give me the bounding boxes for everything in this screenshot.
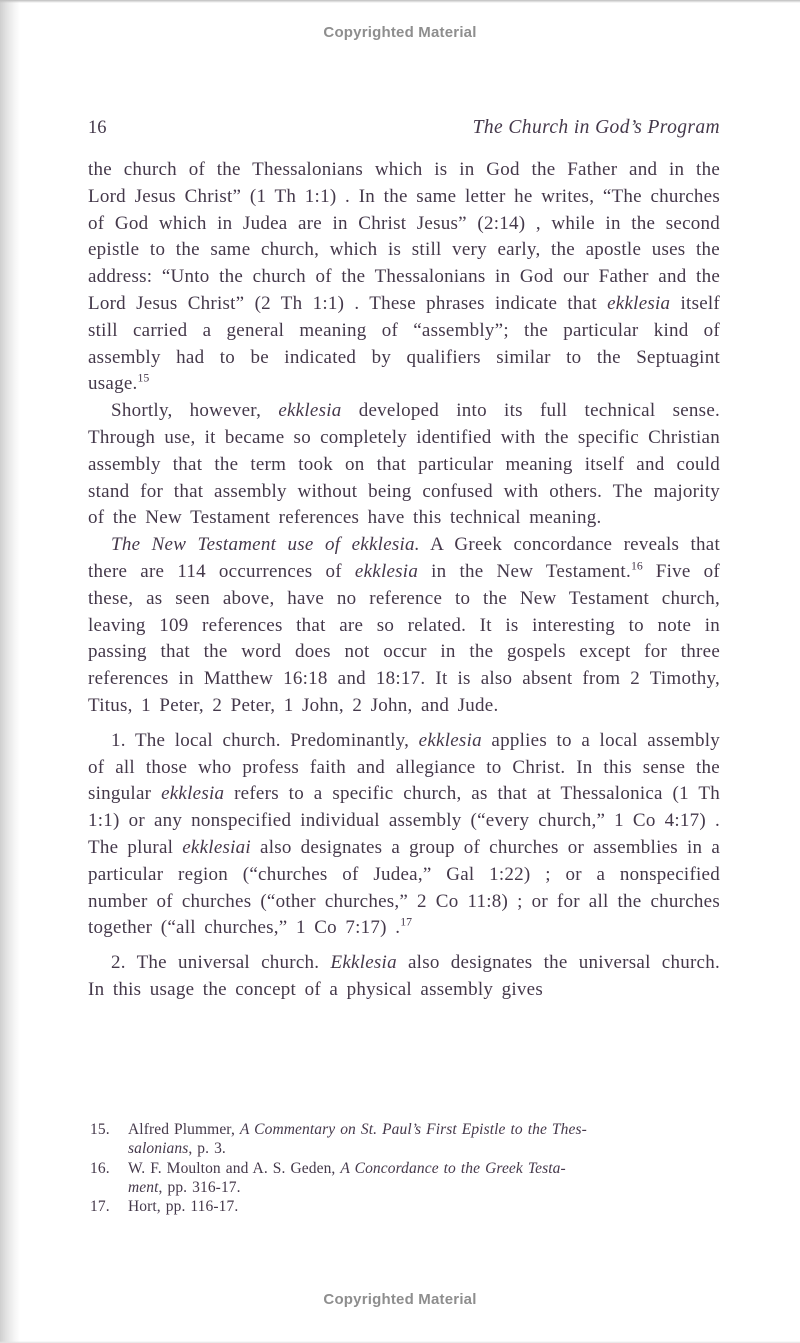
- footnote: [90, 1197, 722, 1216]
- page-edge-shadow-top: [0, 0, 800, 3]
- text-segment: A Greek concordance reveals that there are 114 occurrences of: [88, 534, 721, 582]
- italic-text: ekklesia: [278, 400, 342, 422]
- copyright-notice-top: Copyrighted Material: [323, 24, 477, 41]
- footnotes: [90, 1120, 722, 1216]
- italic-text: ekklesiai: [182, 836, 251, 858]
- text-segment: also designates a group of churches or assemblies in a particular region (“churches of Judea,” Gal 1:22) ; or a nonspecified number of churches (“other churches,” 2 Co 11:8) ; or for all the churches together (“all churches,” 1 Co 7:17) .: [88, 836, 721, 939]
- footnote-number: 16.: [90, 1159, 110, 1177]
- italic-text: ekklesia: [161, 783, 225, 805]
- italic-text: The New Testament use of ekklesia.: [111, 534, 420, 556]
- body-paragraph: [88, 532, 720, 720]
- text-segment: , pp. 316-17.: [158, 1178, 241, 1196]
- footnote-text: [128, 1198, 238, 1215]
- text-segment: itself still carried a general meaning of “assembly”; the particular kind of assembly had to be indicated by qualifiers similar to the Septuagint usage.: [88, 292, 720, 395]
- body-paragraph: [88, 728, 720, 942]
- body-paragraph: [88, 950, 720, 1004]
- italic-text: ekklesia: [354, 560, 419, 582]
- text-segment: Five of these, as seen above, have no reference to the New Testament church, leaving 109 references that are so related. It is interesting to note in passing that the word does not occur in the gospels except for three references in Matthew 16:18 and 18:17. It is also absent from 2 Timothy, Titus, 1 Peter, 2 Peter, 1 John, 2 John, and Jude.: [88, 560, 720, 716]
- running-header: [88, 117, 720, 139]
- text-segment: 1. The local church. Predominantly,: [111, 729, 419, 751]
- text-segment: 2. The universal church.: [111, 952, 331, 974]
- footnote-text: [128, 1160, 566, 1196]
- italic-text: A Concordance to the Greek Testa-: [340, 1159, 566, 1177]
- body-paragraph: [88, 398, 720, 532]
- italic-text: salonians: [128, 1140, 189, 1158]
- text-segment: also designates the universal church. In this usage the concept of a physical assembly gives: [88, 952, 720, 1000]
- footnote: [90, 1120, 722, 1159]
- body-paragraphs: [88, 157, 720, 1004]
- footnote-number: 17.: [90, 1198, 110, 1216]
- copyright-notice-bottom: Copyrighted Material: [323, 1291, 477, 1308]
- text-segment: W. F. Moulton and A. S. Geden,: [128, 1159, 341, 1177]
- text-segment: , p. 3.: [188, 1140, 226, 1158]
- text-segment: Shortly, however,: [111, 400, 279, 422]
- page-number: 16: [88, 118, 107, 138]
- text-segment: applies to a local assembly of all those who profess faith and allegiance to Christ. In this sense the singular: [88, 729, 720, 805]
- footnote-ref: 17: [400, 915, 412, 929]
- italic-text: ment: [128, 1178, 159, 1196]
- italic-text: Ekklesia: [330, 952, 397, 974]
- page-edge-shadow-left: [0, 0, 20, 1343]
- footnote-text: [128, 1121, 587, 1157]
- text-segment: Hort, pp. 116-17.: [128, 1198, 239, 1216]
- italic-text: ekklesia: [607, 292, 671, 314]
- running-title: The Church in God’s Program: [472, 117, 720, 138]
- body-paragraph: [88, 157, 720, 398]
- footnote-ref: 15: [137, 372, 150, 386]
- text-segment: developed into its full technical sense. Through use, it became so completely identified with the specific Christian assembly that the term took on that particular meaning itself and could stand for that assembly without being confused with others. The majority of the New Testament references have this technical meaning.: [88, 400, 720, 529]
- italic-text: ekklesia: [418, 729, 482, 751]
- text-segment: the church of the Thessalonians which is in God the Father and in the Lord Jesus Christ” (1 Th 1:1) . In the same letter he writes, “The churches of God which in Judea are in Christ Jesus” (2:14) , while in the second epistle to the same church, which is still very early, the apostle uses the address: “Unto the church of the Thessalonians in God our Father and the Lord Jesus Christ” (2 Th 1:1) . These phrases indicate that: [88, 159, 720, 314]
- footnote-number: 15.: [90, 1121, 110, 1138]
- text-segment: refers to a specific church, as that at Thessalonica (1 Th 1:1) or any nonspecified individual assembly (“every church,” 1 Co 4:17) . The plural: [88, 783, 720, 858]
- italic-text: A Commentary on St. Paul’s First Epistle to the Thes-: [239, 1121, 587, 1138]
- text-segment: Alfred Plummer,: [128, 1121, 240, 1138]
- footnote: [90, 1159, 722, 1198]
- text-segment: in the New Testament.: [418, 560, 631, 582]
- footnote-ref: 16: [630, 559, 643, 573]
